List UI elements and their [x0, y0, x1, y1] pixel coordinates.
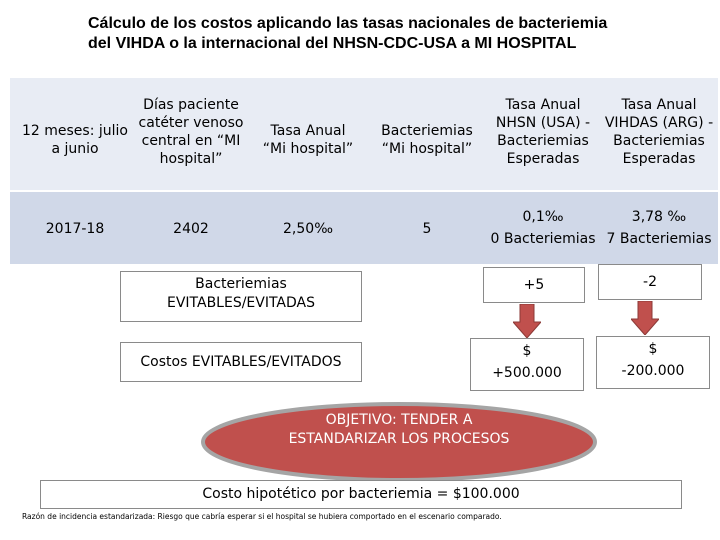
nhsn-expected: 0 Bacteriemias	[490, 231, 596, 247]
cell-period: 2017-18	[45, 221, 105, 237]
nhsn-rate: 0,1‰	[522, 209, 564, 225]
evitables-nhsn-box: +5	[483, 267, 585, 303]
header-vihda: Tasa Anual VIHDAS (ARG) - Bacteriemias Esperadas	[604, 97, 714, 167]
header-bacteremias: Bacteriemias “Mi hospital”	[381, 123, 473, 157]
down-arrow-icon	[631, 301, 659, 335]
evitables-label-box: Bacteriemias EVITABLES/EVITADAS	[120, 271, 362, 322]
cell-nhsn	[484, 208, 602, 248]
objective-line-1: OBJETIVO: TENDER A	[325, 412, 473, 428]
objective-ellipse	[199, 400, 599, 484]
vihda-rate: 3,78 ‰	[631, 209, 687, 225]
costos-label-box: Costos EVITABLES/EVITADOS	[120, 342, 362, 382]
cell-patient-days: 2402	[173, 221, 209, 237]
page-title	[88, 14, 708, 54]
title-line-1: Cálculo de los costos aplicando las tasas nacionales de bacteriemia	[88, 15, 608, 32]
cost-note-box	[40, 480, 682, 509]
footnote: Razón de incidencia estandarizada: Riesgo que cabría esperar si el hospital se hubiera comportado en el escenario comparado.	[22, 512, 502, 521]
title-line-2: del VIHDA o la internacional del NHSN-CDC-USA a MI HOSPITAL	[88, 35, 577, 52]
cell-vihda	[601, 208, 717, 248]
objective-line-2: ESTANDARIZAR LOS PROCESOS	[288, 431, 510, 447]
header-rate-mine: Tasa Anual “Mi hospital”	[262, 123, 354, 157]
costos-nhsn-box: $ +500.000	[470, 338, 584, 391]
vihda-expected: 7 Bacteriemias	[606, 231, 712, 247]
evitables-vihda-box: -2	[598, 264, 702, 300]
cell-rate-mine: 2,50‰	[283, 221, 333, 237]
header-period: 12 meses: julio a junio	[22, 123, 128, 157]
cost-note: Costo hipotético por bacteriemia = $100.000	[202, 486, 520, 502]
header-nhsn: Tasa Anual NHSN (USA) - Bacteriemias Esperadas	[495, 97, 591, 167]
cell-bacteremias: 5	[422, 221, 432, 237]
costos-vihda-box: $ -200.000	[596, 336, 710, 389]
down-arrow-icon	[513, 304, 541, 338]
header-patient-days: Días paciente catéter venoso central en “MI hospital”	[138, 97, 244, 167]
